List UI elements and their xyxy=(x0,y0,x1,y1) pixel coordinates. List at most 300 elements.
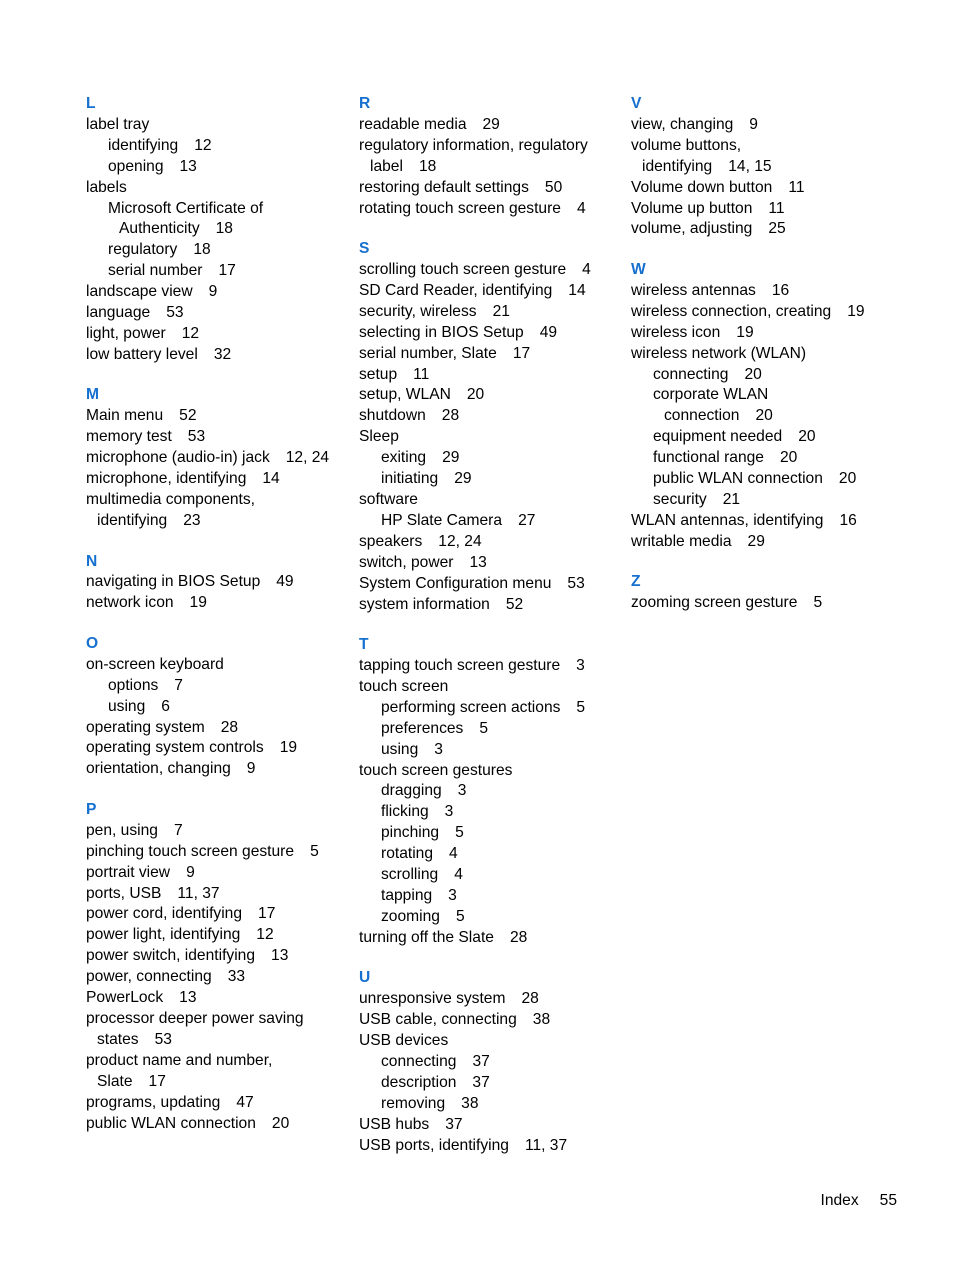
index-entry xyxy=(631,157,893,178)
entry-pages: 53 xyxy=(567,574,585,592)
index-section-r xyxy=(359,94,621,219)
entry-term: preferences xyxy=(381,719,464,737)
entry-pages: 16 xyxy=(771,281,790,299)
entry-term: low battery level xyxy=(86,345,198,363)
index-entry xyxy=(359,115,621,136)
entry-term: security, wireless xyxy=(359,302,477,320)
index-entry xyxy=(86,1114,348,1135)
entry-pages: 5 xyxy=(455,824,464,842)
entry-term: tapping xyxy=(381,887,433,904)
index-entry xyxy=(359,802,621,823)
entry-pages: 20 xyxy=(271,1114,290,1132)
entry-pages: 20 xyxy=(466,386,485,404)
entry-pages: 4 xyxy=(582,261,591,279)
index-entry xyxy=(359,323,621,344)
entry-pages: 9 xyxy=(208,283,218,301)
section-letter: U xyxy=(359,969,371,987)
entry-pages: 3 xyxy=(448,887,457,904)
index-entry xyxy=(359,989,621,1010)
entry-term: wireless connection, creating xyxy=(631,302,832,320)
entry-pages: 9 xyxy=(186,863,195,881)
index-entry xyxy=(359,781,621,802)
index-entry xyxy=(359,136,621,157)
entry-term: microphone (audio-in) jack xyxy=(86,449,270,467)
entry-pages: 13 xyxy=(469,553,487,571)
entry-pages: 4 xyxy=(449,845,458,863)
index-entry xyxy=(359,1136,621,1157)
index-entry xyxy=(86,759,348,780)
entry-term: pinching touch screen gesture xyxy=(86,842,295,860)
index-entry xyxy=(86,572,348,593)
section-letter: W xyxy=(631,261,646,279)
index-entry xyxy=(86,448,348,469)
entry-pages: 53 xyxy=(154,1030,172,1048)
entry-pages: 28 xyxy=(441,407,460,425)
index-entry xyxy=(86,904,348,925)
index-entry xyxy=(631,427,893,448)
entry-term: labels xyxy=(86,178,127,196)
entry-pages: 17 xyxy=(148,1072,166,1090)
entry-pages: 29 xyxy=(747,532,765,550)
index-entry xyxy=(86,946,348,967)
entry-term: public WLAN connection xyxy=(86,1114,256,1132)
entry-term: orientation, changing xyxy=(86,760,231,778)
entry-pages: 27 xyxy=(518,511,536,529)
entry-term: WLAN antennas, identifying xyxy=(631,511,824,529)
entry-pages: 11, 37 xyxy=(177,884,220,902)
entry-term: operating system controls xyxy=(86,739,264,757)
entry-term: switch, power xyxy=(359,553,454,571)
entry-pages: 28 xyxy=(220,718,239,736)
index-entry xyxy=(359,260,621,281)
index-entry xyxy=(359,823,621,844)
entry-term: scrolling xyxy=(381,866,439,884)
index-section-m xyxy=(86,385,348,531)
entry-term: USB devices xyxy=(359,1032,449,1050)
entry-term: turning off the Slate xyxy=(359,928,494,946)
entry-pages: 5 xyxy=(310,842,319,860)
entry-term: rotating xyxy=(381,845,434,863)
entry-pages: 11 xyxy=(413,365,430,383)
page-footer xyxy=(820,1191,897,1212)
entry-term: equipment needed xyxy=(653,428,783,446)
entry-pages: 11, 37 xyxy=(524,1136,568,1154)
section-letter: R xyxy=(359,95,371,112)
entry-term: wireless network (WLAN) xyxy=(631,344,807,362)
section-letter: M xyxy=(86,386,99,404)
entry-term: identifying xyxy=(108,136,179,154)
index-section-s xyxy=(359,239,621,615)
index-entry xyxy=(631,281,893,302)
entry-term: ports, USB xyxy=(86,884,162,902)
index-entry xyxy=(86,738,348,759)
entry-term: flicking xyxy=(381,803,429,821)
entry-pages: 12 xyxy=(181,324,200,342)
entry-term: volume, adjusting xyxy=(631,220,753,238)
index-section-t xyxy=(359,635,621,949)
entry-term: System Configuration menu xyxy=(359,574,552,592)
entry-pages: 47 xyxy=(236,1093,254,1111)
entry-pages: 52 xyxy=(179,407,197,425)
index-entry xyxy=(359,1073,621,1094)
index-entry xyxy=(359,385,621,406)
entry-term: scrolling touch screen gesture xyxy=(359,261,567,279)
entry-term: touch screen xyxy=(359,677,449,695)
index-section-v xyxy=(631,94,893,240)
index-entry xyxy=(631,178,893,199)
index-entry xyxy=(359,406,621,427)
index-entry xyxy=(86,1009,348,1030)
entry-pages: 28 xyxy=(521,990,539,1008)
entry-term: identifying xyxy=(642,157,713,175)
entry-pages: 29 xyxy=(482,115,500,133)
entry-pages: 21 xyxy=(722,491,741,508)
index-section-p xyxy=(86,800,348,1135)
index-entry xyxy=(86,863,348,884)
entry-term: tapping touch screen gesture xyxy=(359,657,561,675)
entry-term: Sleep xyxy=(359,428,399,446)
entry-pages: 17 xyxy=(512,344,531,362)
entry-pages: 3 xyxy=(444,803,454,821)
entry-term: using xyxy=(381,740,419,758)
entry-term: software xyxy=(359,491,418,508)
entry-term: public WLAN connection xyxy=(653,470,823,488)
index-section-n xyxy=(86,552,348,615)
index-entry xyxy=(86,988,348,1009)
index-entry xyxy=(86,1051,348,1072)
index-entry xyxy=(631,448,893,469)
index-entry xyxy=(86,676,348,697)
index-entry xyxy=(359,907,621,928)
index-entry xyxy=(86,469,348,490)
entry-term: portrait view xyxy=(86,863,171,881)
index-entry xyxy=(359,595,621,616)
entry-pages: 23 xyxy=(183,511,201,529)
index-entry xyxy=(359,844,621,865)
entry-pages: 21 xyxy=(492,302,510,320)
index-entry xyxy=(631,532,893,553)
entry-term: selecting in BIOS Setup xyxy=(359,323,524,341)
index-entry xyxy=(359,698,621,719)
index-entry xyxy=(86,303,348,324)
entry-term: opening xyxy=(108,157,164,175)
index-entry xyxy=(359,928,621,949)
entry-term: Slate xyxy=(97,1072,133,1090)
entry-term: serial number, Slate xyxy=(359,344,497,362)
entry-term: touch screen gestures xyxy=(359,761,513,779)
entry-term: rotating touch screen gesture xyxy=(359,199,561,217)
index-entry xyxy=(86,136,348,157)
index-column-1 xyxy=(86,94,348,1154)
index-entry xyxy=(359,302,621,323)
entry-term: multimedia components, xyxy=(86,491,256,508)
entry-pages: 7 xyxy=(174,676,183,694)
entry-term: view, changing xyxy=(631,115,734,133)
entry-pages: 19 xyxy=(736,323,754,341)
entry-term: exiting xyxy=(381,449,427,467)
entry-pages: 37 xyxy=(445,1115,463,1133)
index-entry xyxy=(359,469,621,490)
index-entry xyxy=(359,511,621,532)
entry-term: operating system xyxy=(86,718,205,736)
entry-pages: 20 xyxy=(779,449,798,467)
entry-pages: 33 xyxy=(227,968,246,986)
index-entry xyxy=(86,490,348,511)
entry-term: restoring default settings xyxy=(359,178,529,196)
entry-term: zooming xyxy=(381,907,440,925)
entry-term: language xyxy=(86,304,151,322)
entry-term: serial number xyxy=(108,262,203,280)
index-entry xyxy=(359,365,621,386)
index-entry xyxy=(86,178,348,199)
entry-term: SD Card Reader, identifying xyxy=(359,281,553,299)
entry-pages: 3 xyxy=(576,657,585,675)
entry-term: Authenticity xyxy=(119,220,200,238)
section-letter: O xyxy=(86,634,99,652)
entry-pages: 12, 24 xyxy=(438,532,482,550)
entry-term: initiating xyxy=(381,470,439,488)
entry-term: microphone, identifying xyxy=(86,470,247,488)
entry-pages: 14, 15 xyxy=(728,157,772,175)
index-entry xyxy=(631,115,893,136)
index-entry xyxy=(359,427,621,448)
entry-pages: 11 xyxy=(768,199,785,217)
entry-term: Microsoft Certificate of xyxy=(108,199,264,217)
entry-pages: 28 xyxy=(509,928,528,946)
index-entry xyxy=(359,1052,621,1073)
index-entry xyxy=(86,593,348,614)
entry-pages: 19 xyxy=(189,594,207,612)
index-entry xyxy=(359,157,621,178)
entry-pages: 17 xyxy=(218,262,236,280)
entry-term: power light, identifying xyxy=(86,926,241,944)
index-section-u xyxy=(359,968,621,1156)
index-entry xyxy=(86,842,348,863)
index-entry xyxy=(631,344,893,365)
entry-pages: 20 xyxy=(838,470,857,488)
index-section-l xyxy=(86,94,348,366)
index-entry xyxy=(86,199,348,220)
section-letter: T xyxy=(359,636,369,654)
entry-term: removing xyxy=(381,1094,446,1112)
index-entry xyxy=(631,469,893,490)
index-entry xyxy=(86,1072,348,1093)
section-letter: N xyxy=(86,552,98,570)
entry-term: performing screen actions xyxy=(381,698,561,716)
entry-term: wireless icon xyxy=(631,323,721,341)
entry-pages: 5 xyxy=(479,719,489,737)
section-letter: L xyxy=(86,95,96,112)
entry-term: volume buttons, xyxy=(631,136,742,154)
entry-pages: 19 xyxy=(279,739,298,757)
index-entry xyxy=(631,199,893,220)
entry-term: memory test xyxy=(86,428,172,446)
entry-term: readable media xyxy=(359,115,467,133)
index-section-w xyxy=(631,260,893,553)
index-entry xyxy=(86,427,348,448)
entry-term: description xyxy=(381,1073,457,1091)
index-column-2 xyxy=(359,94,621,1176)
entry-term: label tray xyxy=(86,115,150,133)
entry-pages: 5 xyxy=(455,907,465,925)
entry-pages: 37 xyxy=(472,1053,490,1071)
entry-term: USB hubs xyxy=(359,1115,430,1133)
entry-term: Main menu xyxy=(86,407,164,425)
index-entry xyxy=(359,344,621,365)
entry-pages: 5 xyxy=(576,698,586,716)
index-entry xyxy=(631,406,893,427)
entry-pages: 4 xyxy=(454,866,463,884)
entry-term: USB ports, identifying xyxy=(359,1136,509,1154)
entry-pages: 5 xyxy=(813,594,823,612)
entry-term: PowerLock xyxy=(86,989,164,1007)
entry-pages: 18 xyxy=(418,157,437,175)
index-entry xyxy=(359,1115,621,1136)
index-entry xyxy=(631,593,893,614)
index-section-z xyxy=(631,572,893,614)
entry-pages: 4 xyxy=(576,199,586,217)
entry-pages: 32 xyxy=(213,345,232,363)
index-entry xyxy=(359,490,621,511)
index-entry xyxy=(631,323,893,344)
entry-term: landscape view xyxy=(86,283,193,301)
index-entry xyxy=(86,718,348,739)
index-entry xyxy=(631,302,893,323)
entry-term: using xyxy=(108,697,146,715)
entry-term: identifying xyxy=(97,511,168,529)
entry-pages: 20 xyxy=(798,428,816,446)
index-entry xyxy=(359,656,621,677)
entry-term: power, connecting xyxy=(86,968,212,986)
index-entry xyxy=(359,281,621,302)
entry-term: writable media xyxy=(631,532,732,550)
index-entry xyxy=(86,115,348,136)
entry-pages: 38 xyxy=(532,1011,551,1029)
entry-term: label xyxy=(370,157,403,175)
index-entry xyxy=(86,884,348,905)
index-entry xyxy=(631,490,893,511)
entry-pages: 50 xyxy=(544,178,563,196)
entry-term: setup, WLAN xyxy=(359,386,451,404)
entry-pages: 3 xyxy=(457,782,467,800)
entry-pages: 20 xyxy=(755,407,773,425)
entry-pages: 20 xyxy=(744,365,762,383)
index-entry xyxy=(86,406,348,427)
entry-term: connecting xyxy=(381,1053,457,1071)
entry-pages: 29 xyxy=(454,470,472,488)
entry-term: pen, using xyxy=(86,821,158,839)
index-entry xyxy=(631,385,893,406)
entry-term: connection xyxy=(664,407,740,425)
index-entry xyxy=(359,178,621,199)
index-entry xyxy=(86,1030,348,1051)
index-entry xyxy=(86,282,348,303)
page-number: 55 xyxy=(879,1192,897,1209)
index-entry xyxy=(359,199,621,220)
entry-pages: 14 xyxy=(568,281,586,299)
entry-term: Volume down button xyxy=(631,178,773,196)
entry-term: light, power xyxy=(86,324,166,342)
entry-term: USB cable, connecting xyxy=(359,1011,517,1029)
index-entry xyxy=(86,655,348,676)
entry-term: on-screen keyboard xyxy=(86,655,224,673)
index-entry xyxy=(631,365,893,386)
entry-term: speakers xyxy=(359,532,423,550)
index-entry xyxy=(86,511,348,532)
entry-term: processor deeper power saving xyxy=(86,1010,304,1027)
entry-pages: 3 xyxy=(434,740,443,758)
entry-term: shutdown xyxy=(359,407,426,425)
index-entry xyxy=(86,697,348,718)
entry-pages: 13 xyxy=(271,947,289,965)
entry-term: regulatory xyxy=(108,241,178,259)
index-entry xyxy=(359,677,621,698)
entry-pages: 19 xyxy=(847,302,865,320)
entry-pages: 18 xyxy=(215,220,233,238)
index-entry xyxy=(86,219,348,240)
entry-pages: 12 xyxy=(194,136,212,154)
index-entry xyxy=(86,261,348,282)
index-entry xyxy=(359,1031,621,1052)
entry-pages: 38 xyxy=(461,1094,479,1112)
entry-term: unresponsive system xyxy=(359,990,506,1008)
section-letter: S xyxy=(359,240,370,258)
entry-pages: 9 xyxy=(749,115,758,133)
entry-pages: 25 xyxy=(768,220,786,238)
index-entry xyxy=(359,553,621,574)
index-entry xyxy=(86,157,348,178)
entry-term: states xyxy=(97,1030,139,1048)
index-entry xyxy=(86,967,348,988)
entry-pages: 18 xyxy=(193,241,211,259)
entry-term: options xyxy=(108,676,159,694)
entry-pages: 52 xyxy=(505,595,524,613)
index-entry xyxy=(359,1094,621,1115)
entry-term: network icon xyxy=(86,594,174,612)
entry-term: corporate WLAN xyxy=(653,386,769,404)
section-letter: P xyxy=(86,800,97,818)
entry-term: power cord, identifying xyxy=(86,905,243,923)
entry-term: Volume up button xyxy=(631,199,753,217)
index-entry xyxy=(86,345,348,366)
entry-term: regulatory information, regulatory xyxy=(359,136,588,154)
entry-term: connecting xyxy=(653,365,729,383)
entry-pages: 13 xyxy=(179,157,197,175)
index-entry xyxy=(359,448,621,469)
index-entry xyxy=(631,219,893,240)
entry-term: setup xyxy=(359,365,398,383)
index-entry xyxy=(631,136,893,157)
entry-term: pinching xyxy=(381,824,440,842)
index-entry xyxy=(86,925,348,946)
index-entry xyxy=(359,740,621,761)
entry-pages: 49 xyxy=(539,323,558,341)
entry-pages: 13 xyxy=(179,989,197,1007)
index-entry xyxy=(359,1010,621,1031)
index-column-3 xyxy=(631,94,893,634)
entry-pages: 12 xyxy=(256,926,274,944)
entry-pages: 37 xyxy=(472,1073,490,1091)
entry-pages: 53 xyxy=(187,428,206,446)
entry-term: wireless antennas xyxy=(631,281,756,299)
entry-pages: 9 xyxy=(246,760,256,778)
entry-term: power switch, identifying xyxy=(86,947,256,965)
index-entry xyxy=(631,511,893,532)
entry-term: HP Slate Camera xyxy=(381,511,503,529)
index-entry xyxy=(359,886,621,907)
entry-pages: 29 xyxy=(442,449,460,467)
index-entry xyxy=(359,532,621,553)
